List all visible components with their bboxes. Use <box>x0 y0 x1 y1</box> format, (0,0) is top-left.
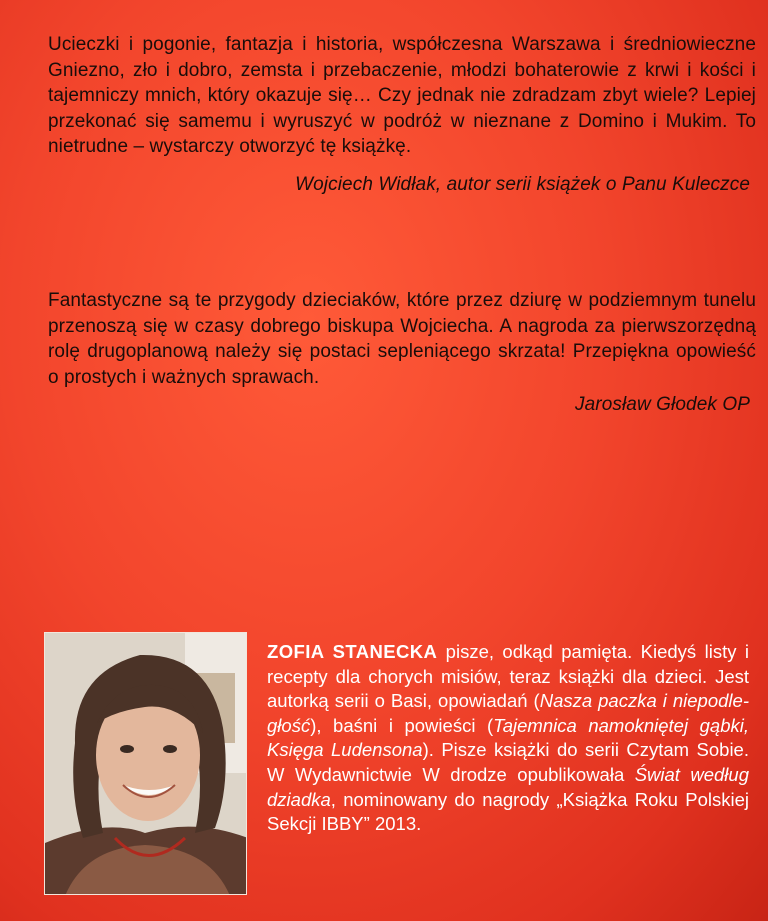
bio-title-1: Nasza paczka i niepodległość <box>267 690 749 736</box>
author-name: ZOFIA STANECKA <box>267 641 438 662</box>
author-photo <box>44 632 247 895</box>
bio-title-3: Świat według dziadka <box>267 763 749 810</box>
quote-1-author: Wojciech Widłak, autor serii książek o Panu Kuleczce <box>295 173 750 195</box>
endorsement-quote-2 <box>48 288 756 418</box>
bio-part-2: ), baśni i powieści ( <box>310 714 494 736</box>
author-bio <box>267 640 749 837</box>
quote-1-text: Ucieczki i pogonie, fantazja i historia, współczesna Warszawa i średniowieczne Gniezno, zło i dobro, zemsta i przebaczenie, młodzi bohaterowie z krwi i kości i tajemniczy mnich, który okazuje się… Czy jednak nie zdradzam zbyt wiele? Lepiej przekonać się samemu i wyruszyć w podróż w nieznane z Domino i Mukim. To nietrudne – wystarczy otworzyć tę książkę. <box>48 34 756 157</box>
bio-part-3: ). Pisze książki do serii Czytam Sobie. W Wydawnictwie W drodze opublikowała <box>267 739 749 785</box>
bio-part-1: pisze, odkąd pamięta. Kiedyś listy i recepty dla chorych misiów, teraz książki dla dzieci. Jest autorką serii o Basi, opowiadań ( <box>267 641 750 712</box>
quote-2-text: Fantastyczne są te przygody dzieciaków, które przez dziurę w podziemnym tunelu przenoszą się w czasy dobrego biskupa Wojciecha. A nagroda za pierwszorzędną rolę drugoplanową należy się postaci sepleniącego skrzata! Przepiękna opowieść o prostych i ważnych sprawach. <box>48 290 756 388</box>
quote-2-author: Jarosław Głodek OP <box>575 394 750 415</box>
author-portrait-image <box>45 633 247 895</box>
endorsement-quote-1 <box>48 32 756 197</box>
author-bio-text <box>267 640 749 837</box>
bio-part-4: , nominowany do nagrody „Książka Roku Polskiej Sekcji IBBY” 2013. <box>267 788 749 835</box>
bio-title-2: Tajemnica namokniętej gąbki, Księga Ludensona <box>267 714 749 761</box>
